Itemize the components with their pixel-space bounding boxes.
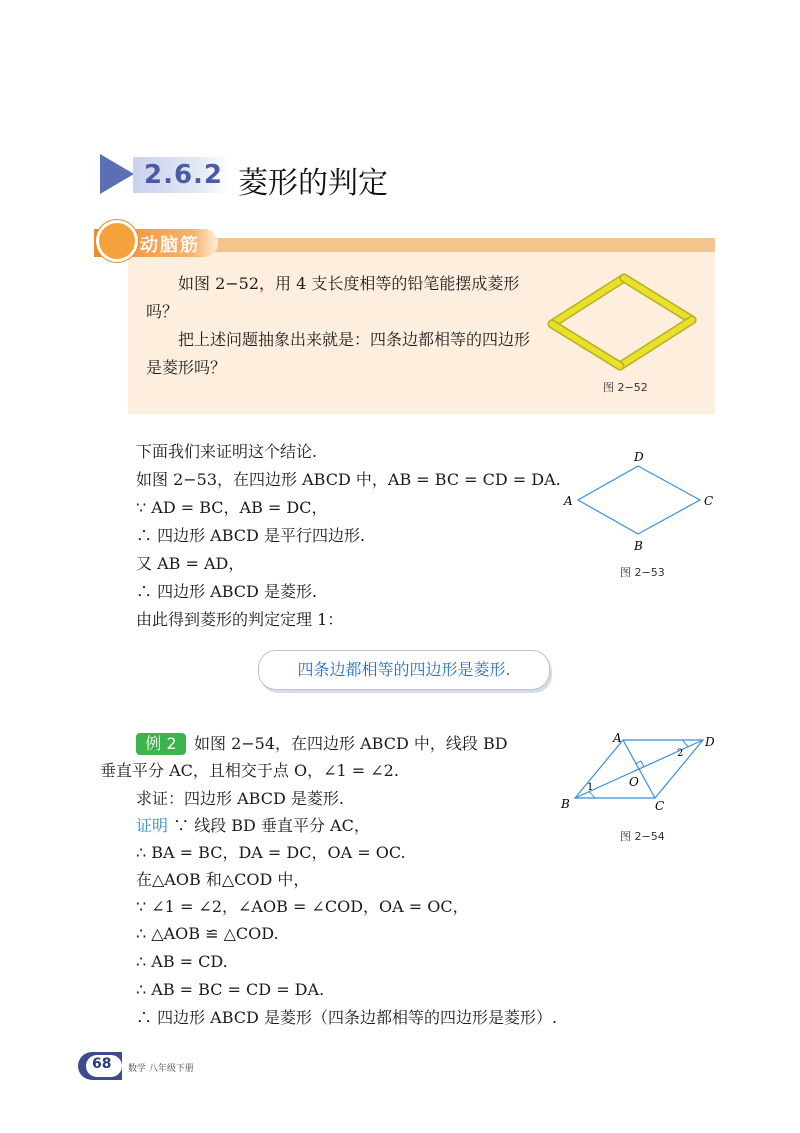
label-C: C bbox=[704, 494, 714, 508]
example-prove: 求证：四边形 ABCD 是菱形. bbox=[136, 789, 344, 808]
diagonal-AC bbox=[623, 740, 655, 798]
example-statement-1: 如图 2−54，在四边形 ABCD 中，线段 BD bbox=[194, 734, 508, 753]
angle-2-arc bbox=[683, 740, 689, 747]
proof1-line-2: ∵ AD = BC，AB = DC， bbox=[136, 498, 328, 517]
proof1-line-5: ∴ 四边形 ABCD 是菱形. bbox=[136, 582, 318, 601]
label-O: O bbox=[629, 775, 639, 789]
label-angle-1: 1 bbox=[587, 782, 594, 793]
example-statement-2: 垂直平分 AC，且相交于点 O，∠1 = ∠2. bbox=[100, 761, 399, 780]
proof-first-line bbox=[136, 814, 370, 838]
proof-label: 证明 bbox=[136, 816, 169, 835]
label-A: A bbox=[564, 494, 573, 508]
proof-line-4: ∴ △AOB ≌ △COD. bbox=[136, 924, 279, 943]
label-angle-2: 2 bbox=[677, 748, 684, 759]
proof-line-0: ∵ 线段 BD 垂直平分 AC， bbox=[168, 816, 370, 835]
pencil-rhombus-icon bbox=[552, 278, 692, 366]
theorem-box: 四条边都相等的四边形是菱形. bbox=[258, 650, 550, 690]
label-A: A bbox=[613, 731, 622, 745]
proof1-line-6: 由此得到菱形的判定定理 1： bbox=[136, 610, 344, 629]
proof-line-6: ∴ AB = BC = CD = DA. bbox=[136, 980, 325, 999]
rhombus-shape bbox=[578, 466, 700, 534]
think-paragraph-1: 如图 2−52，用 4 支长度相等的铅笔能摆成菱形吗？ bbox=[146, 274, 520, 321]
book-title: 数学 八年级下册 bbox=[128, 1064, 194, 1074]
gear-icon bbox=[96, 220, 138, 262]
proof1-line-4: 又 AB = AD， bbox=[136, 554, 245, 573]
figure-2-53-caption: 图 2−53 bbox=[620, 566, 665, 579]
figure-2-54 bbox=[555, 728, 725, 828]
label-B: B bbox=[561, 797, 570, 811]
proof-line-5: ∴ AB = CD. bbox=[136, 952, 228, 971]
figure-2-53 bbox=[560, 448, 720, 558]
pencil-body-1 bbox=[552, 278, 624, 324]
pencil-body-3 bbox=[620, 320, 692, 366]
proof-line-7: ∴ 四边形 ABCD 是菱形（四条边都相等的四边形是菱形）. bbox=[136, 1008, 558, 1027]
proof-line-1: ∴ BA = BC，DA = DC，OA = OC. bbox=[136, 843, 406, 862]
label-D: D bbox=[634, 450, 644, 464]
think-paragraph-2: 把上述问题抽象出来就是：四条边都相等的四边形是菱形吗？ bbox=[146, 330, 531, 377]
pencil-body-4 bbox=[552, 324, 620, 366]
label-B: B bbox=[634, 539, 643, 553]
example-badge: 例 2 bbox=[136, 733, 186, 755]
proof-line-2: 在△AOB 和△COD 中， bbox=[136, 870, 310, 889]
section-number: 2.6.2 bbox=[144, 160, 224, 190]
page-number: 68 bbox=[92, 1056, 112, 1072]
proof1-line-3: ∴ 四边形 ABCD 是平行四边形. bbox=[136, 526, 366, 545]
section-arrow-icon bbox=[100, 154, 134, 194]
proof-line-3: ∵ ∠1 = ∠2，∠AOB = ∠COD，OA = OC， bbox=[136, 897, 469, 916]
think-label: 动脑筋 bbox=[140, 235, 200, 256]
pencil-body-2 bbox=[624, 278, 692, 320]
figure-2-54-caption: 图 2−54 bbox=[620, 830, 665, 843]
label-C: C bbox=[655, 799, 665, 813]
figure-2-52 bbox=[540, 268, 710, 378]
label-D: D bbox=[705, 735, 715, 749]
proof1-line-1: 如图 2−53，在四边形 ABCD 中，AB = BC = CD = DA. bbox=[136, 470, 561, 489]
section-title: 菱形的判定 bbox=[238, 166, 388, 201]
figure-2-52-caption: 图 2−52 bbox=[603, 381, 648, 394]
proof1-line-0: 下面我们来证明这个结论. bbox=[136, 442, 318, 461]
